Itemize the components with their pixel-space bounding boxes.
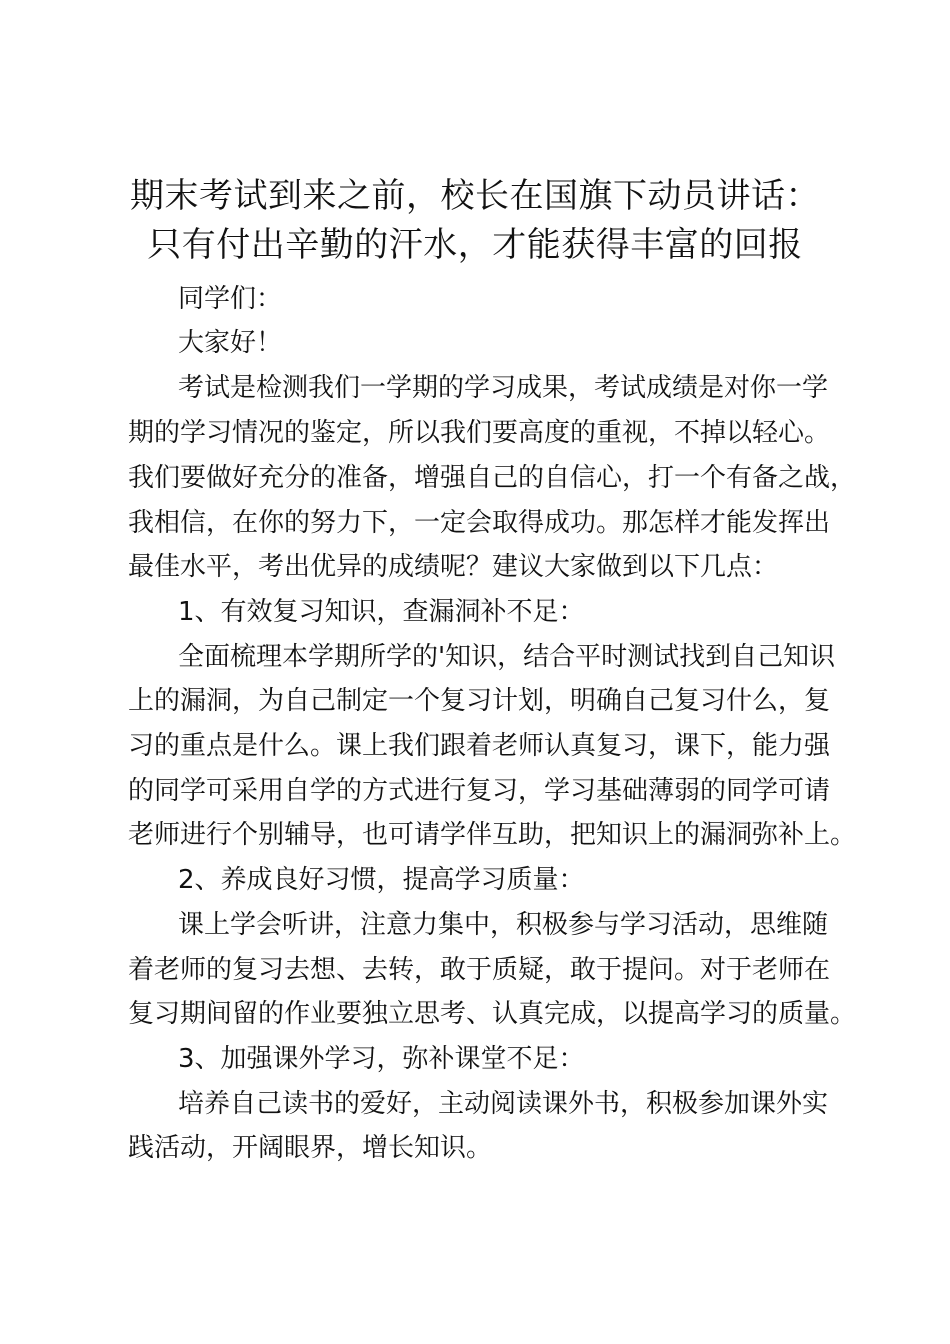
section-heading-1: 1、有效复习知识，查漏洞补不足： (178, 597, 585, 627)
body-line: 践活动，开阔眼界，增长知识。 (128, 1133, 493, 1163)
body-line: 最佳水平，考出优异的成绩呢？建议大家做到以下几点： (128, 552, 779, 582)
body-line: 考试是检测我们一学期的学习成果，考试成绩是对你一学 (178, 373, 829, 403)
greeting: 大家好！ (178, 328, 283, 358)
section-heading-2: 2、养成良好习惯，提高学习质量： (178, 865, 585, 895)
body-line: 期的学习情况的鉴定，所以我们要高度的重视，不掉以轻心。 (128, 418, 831, 448)
body-line: 老师进行个别辅导，也可请学伴互助，把知识上的漏洞弥补上。 (128, 820, 857, 850)
body-line: 培养自己读书的爱好，主动阅读课外书，积极参加课外实 (178, 1089, 829, 1119)
body-line: 全面梳理本学期所学的'知识，结合平时测试找到自己知识 (178, 642, 836, 672)
body-line: 复习期间留的作业要独立思考、认真完成，以提高学习的质量。 (128, 999, 857, 1029)
body-line: 着老师的复习去想、去转，敢于质疑，敢于提问。对于老师在 (128, 955, 831, 985)
body-line: 的同学可采用自学的方式进行复习，学习基础薄弱的同学可请 (128, 776, 831, 806)
document-title-line-2: 只有付出辛勤的汗水，才能获得丰富的回报 (147, 225, 803, 265)
body-line: 习的重点是什么。课上我们跟着老师认真复习，课下，能力强 (128, 731, 831, 761)
document-title-line-1: 期末考试到来之前，校长在国旗下动员讲话： (130, 176, 820, 216)
section-heading-3: 3、加强课外学习，弥补课堂不足： (178, 1044, 585, 1074)
body-line: 课上学会听讲，注意力集中，积极参与学习活动，思维随 (178, 910, 829, 940)
body-line: 我们要做好充分的准备，增强自己的自信心，打一个有备之战， (128, 463, 857, 493)
body-line: 我相信，在你的努力下，一定会取得成功。那怎样才能发挥出 (128, 508, 831, 538)
body-line: 上的漏洞，为自己制定一个复习计划，明确自己复习什么，复 (128, 686, 831, 716)
salutation: 同学们： (178, 284, 283, 314)
